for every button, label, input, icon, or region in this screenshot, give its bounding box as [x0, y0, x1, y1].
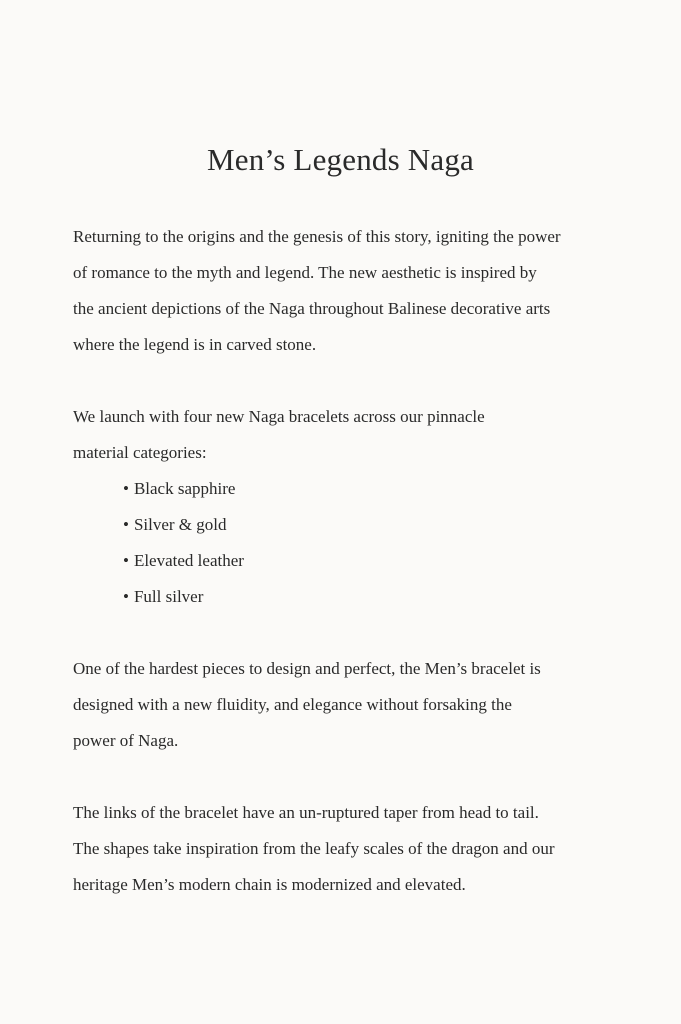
design-line: One of the hardest pieces to design and perfect, the Men’s bracelet is [73, 659, 541, 678]
list-item: • Full silver [123, 579, 244, 615]
intro-line: the ancient depictions of the Naga throughout Balinese decorative arts [73, 299, 551, 318]
links-line: heritage Men’s modern chain is modernized and elevated. [73, 875, 466, 894]
list-item: • Silver & gold [123, 507, 244, 543]
intro-line: of romance to the myth and legend. The new aesthetic is inspired by [73, 263, 537, 282]
intro-line: Returning to the origins and the genesis of this story, igniting the power [73, 227, 561, 246]
design-line: power of Naga. [73, 731, 179, 750]
launch-paragraph [73, 399, 633, 471]
launch-line: material categories: [73, 443, 207, 462]
intro-paragraph [73, 219, 633, 363]
intro-line: where the legend is in carved stone. [73, 335, 317, 354]
design-paragraph [73, 651, 633, 759]
design-line: designed with a new fluidity, and elegance without forsaking the [73, 695, 512, 714]
materials-list [123, 471, 244, 615]
links-paragraph [73, 795, 633, 903]
links-line: The shapes take inspiration from the leafy scales of the dragon and our [73, 839, 555, 858]
page-title: Men’s Legends Naga [206, 142, 475, 177]
links-line: The links of the bracelet have an un-ruptured taper from head to tail. [73, 803, 539, 822]
list-item: • Black sapphire [123, 471, 244, 507]
list-item: • Elevated leather [123, 543, 244, 579]
launch-line: We launch with four new Naga bracelets across our pinnacle [73, 407, 485, 426]
